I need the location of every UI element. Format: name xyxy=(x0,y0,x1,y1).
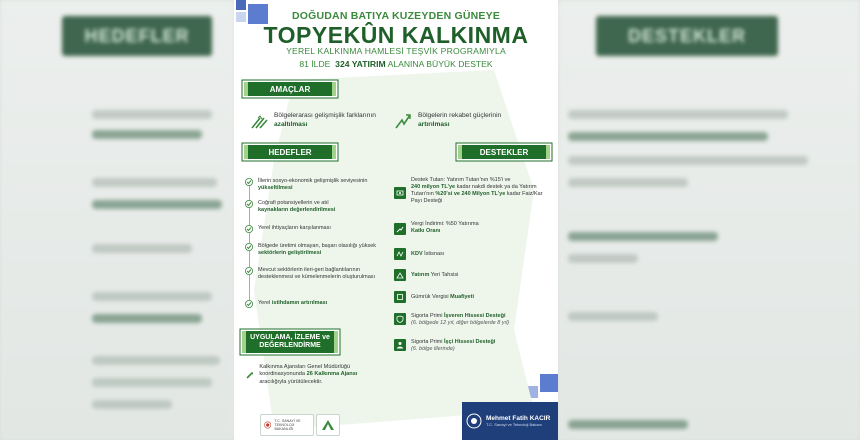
worker-icon xyxy=(394,339,406,351)
bg-blur-line xyxy=(92,130,202,139)
check-icon xyxy=(245,267,253,275)
rising-arrows-icon xyxy=(394,112,412,130)
bg-blur-line xyxy=(92,178,217,187)
bg-blur-line xyxy=(92,378,212,387)
destek-item: Vergi İndirimi: %50 Yatırıma Katkı Oranı xyxy=(394,221,554,235)
ministry-logo: T.C. SANAYİ VE TEKNOLOJİ BAKANLIĞI xyxy=(260,414,314,436)
bg-blur-line xyxy=(92,356,220,365)
minister-role: T.C. Sanayi ve Teknoloji Bakanı xyxy=(486,422,542,427)
bg-blur-line xyxy=(92,400,172,409)
ministry-seal-icon xyxy=(466,413,482,429)
amaclar-header: AMAÇLAR xyxy=(244,82,336,96)
bg-blur-line xyxy=(568,420,688,429)
hedef-item: Yerel ihtiyaçların karşılanması xyxy=(245,225,385,233)
check-icon xyxy=(245,200,253,208)
title-big: TOPYEKÛN KALKINMA xyxy=(263,22,529,48)
destek-item: KDV İstisnası xyxy=(394,248,554,260)
hedefler-header: HEDEFLER xyxy=(244,145,336,159)
insurance-icon xyxy=(394,313,406,325)
minister-badge xyxy=(462,402,558,440)
growth-arrow-icon xyxy=(246,364,253,380)
bg-blur-line xyxy=(92,244,192,253)
bg-blur-line xyxy=(568,132,768,141)
background-right-banner: DESTEKLER xyxy=(596,16,778,56)
bg-blur-line xyxy=(568,312,658,321)
money-icon xyxy=(394,187,406,199)
check-icon xyxy=(245,178,253,186)
poster xyxy=(234,0,558,440)
bg-blur-line xyxy=(568,156,808,165)
destek-item: Destek Tutarı: Yatırım Tutarı'nın %15'i ve 240 milyon TL'ye kadar nakdi destek ya da Yatırım Tutarı'nın %20'si ve 240 Milyon TL'ye kadar Faiz/Kar Payı Desteği xyxy=(394,177,554,206)
bg-blur-line xyxy=(92,110,212,119)
check-icon xyxy=(245,243,253,251)
vat-icon xyxy=(394,248,406,260)
bg-blur-line xyxy=(568,178,688,187)
background-left-banner: HEDEFLER xyxy=(62,16,212,56)
hedef-item: Bölgede üretimi olmayan, başarı olasılığı yüksek sektörlerin geliştirilmesi xyxy=(245,243,385,257)
background-right xyxy=(558,0,860,440)
hedef-item: Mevcut sektörlerin ileri-geri bağlantılarının desteklenmesi ve kümelenmelerin oluşturulması xyxy=(245,267,385,281)
bg-blur-line xyxy=(568,232,718,241)
uygulama-text: Kalkınma Ajansları Genel Müdürlüğü koordinasyonunda 26 Kalkınma Ajansı aracılığıyla yürütülecektir. xyxy=(246,364,376,386)
background-left xyxy=(0,0,235,440)
bg-blur-line xyxy=(92,292,212,301)
bg-blur-line xyxy=(92,200,222,209)
check-icon xyxy=(245,300,253,308)
subtitle: YEREL KALKINMA HAMLESİ TEŞVİK PROGRAMIYLA xyxy=(286,46,506,56)
uygulama-header: UYGULAMA, İZLEME ve DEĞERLENDİRME xyxy=(242,331,338,353)
destekler-header: DESTEKLER xyxy=(458,145,550,159)
title-small: DOĞUDAN BATIYA KUZEYDEN GÜNEYE xyxy=(291,10,501,22)
destek-item: Sigorta Primi İşçi Hissesi Desteği (6. bölge illerinde) xyxy=(394,339,554,353)
hedef-item: Yerel istihdamın artırılması xyxy=(245,300,385,308)
tax-icon xyxy=(394,223,406,235)
land-icon xyxy=(394,269,406,281)
check-icon xyxy=(245,225,253,233)
minister-name: Mehmet Fatih KACIR xyxy=(486,415,551,422)
arrows-icon xyxy=(250,112,268,130)
aim-item: Bölgelerarası gelişmişlik farklarının azaltılması xyxy=(250,112,390,130)
subtitle-2: 81 İLDE 324 YATIRIM ALANINA BÜYÜK DESTEK xyxy=(299,59,493,69)
bg-blur-line xyxy=(568,254,638,263)
destek-item: Sigorta Primi İşveren Hissesi Desteği (6. bölgede 12 yıl, diğer bölgelerde 8 yıl) xyxy=(394,313,554,327)
destek-item: Gümrük Vergisi Muafiyeti xyxy=(394,291,554,303)
customs-icon xyxy=(394,291,406,303)
agency-emblem-icon xyxy=(320,418,336,432)
aim-item: Bölgelerin rekabet güçlerinin artırılması xyxy=(394,112,544,130)
destek-item: Yatırım Yeri Tahsisi xyxy=(394,269,554,281)
bg-blur-line xyxy=(92,314,202,323)
decor-square xyxy=(236,0,246,10)
agency-logo xyxy=(316,414,340,436)
hedef-item: Coğrafi potansiyellerin ve atıl kaynakların değerlendirilmesi xyxy=(245,200,385,214)
ministry-emblem-icon xyxy=(264,418,271,432)
hedef-item: İllerin sosyo-ekonomik gelişmişlik seviyesinin yükseltilmesi xyxy=(245,178,385,192)
bg-blur-line xyxy=(568,110,788,119)
